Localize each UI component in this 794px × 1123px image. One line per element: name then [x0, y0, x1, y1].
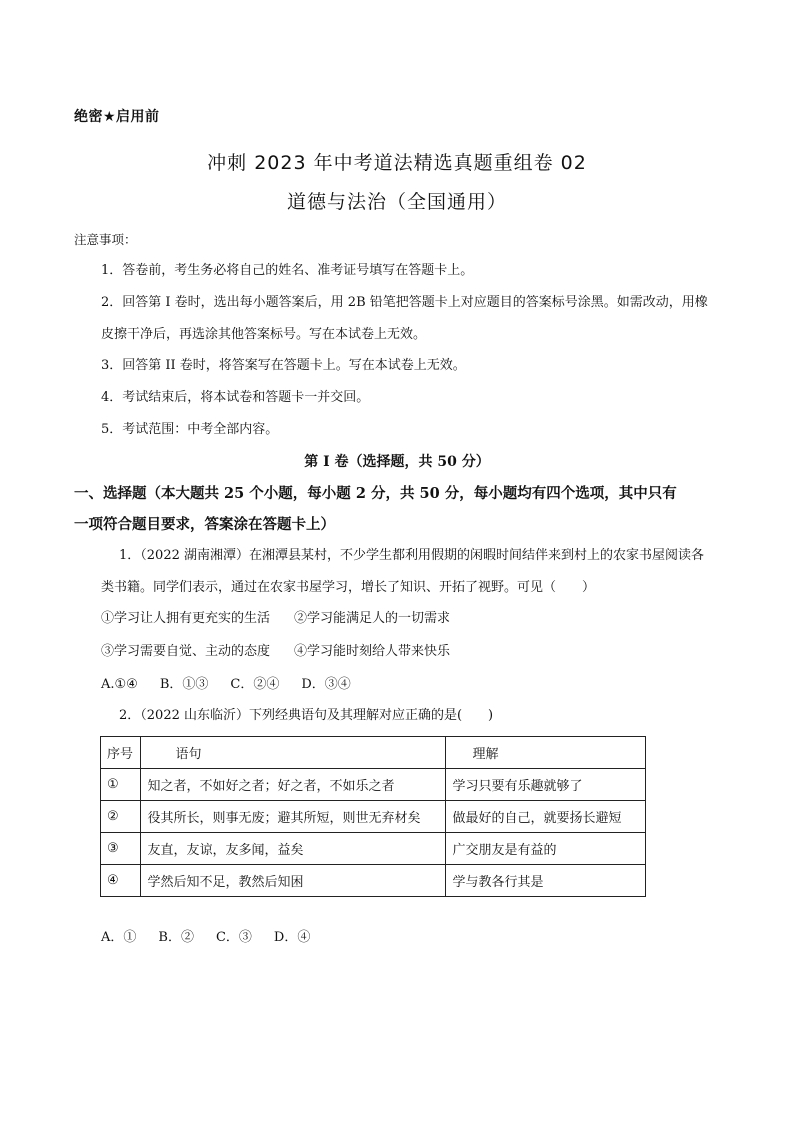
notes-heading: 注意事项：: [74, 232, 137, 247]
note-item-4: 4．考试结束后，将本试卷和答题卡一并交回。: [101, 390, 370, 405]
row-index: ②: [101, 801, 141, 833]
table-header-row: [101, 737, 646, 769]
row-sentence: 知之者，不如好之者；好之者，不如乐之者: [141, 769, 446, 801]
row-understanding: 学与教各行其是: [446, 865, 646, 897]
row-sentence: 友直，友谅，友多闻，益矣: [141, 833, 446, 865]
table-row: [101, 865, 646, 897]
note-item-5: 5．考试范围：中考全部内容。: [101, 422, 279, 437]
q2-table: [100, 736, 646, 897]
row-understanding: 学习只要有乐趣就够了: [446, 769, 646, 801]
q2-stem: 2．（2022 山东临沂）下列经典语句及其理解对应正确的是( ): [119, 708, 494, 723]
note-item-3: 3．回答第 II 卷时，将答案写在答题卡上。写在本试卷上无效。: [101, 358, 466, 373]
row-understanding: 广交朋友是有益的: [446, 833, 646, 865]
header-index: 序号: [101, 737, 141, 769]
exam-subtitle: 道德与法治（全国通用）: [286, 191, 507, 213]
table-row: [101, 833, 646, 865]
row-index: ④: [101, 865, 141, 897]
q1-stem-line-1: 1．（2022 湖南湘潭）在湘潭县某村，不少学生都利用假期的闲暇时间结伴来到村上的农家书屋阅读各: [119, 548, 704, 563]
q2-choice-c: C．③: [215, 930, 252, 945]
q2-choice-b: B．②: [158, 930, 194, 945]
note-item-2: 2．回答第 I 卷时，选出每小题答案后，用 2B 铅笔把答题卡上对应题目的答案标号涂黑。如需改动，用橡: [101, 295, 708, 310]
row-index: ①: [101, 769, 141, 801]
q1-statement-2: ②学习能满足人的一切需求: [294, 611, 451, 626]
q2-choice-a: A．①: [101, 930, 137, 945]
table-row: [101, 801, 646, 833]
q1-choice-c: C．②④: [230, 677, 280, 692]
q1-choice-d: D．③④: [301, 677, 351, 692]
table-row: [101, 769, 646, 801]
q1-choices: [101, 676, 351, 694]
q2-choices: [101, 929, 310, 947]
secret-label: 绝密★启用前: [74, 109, 160, 125]
part-heading-line-1: 一、选择题（本大题共 25 个小题，每小题 2 分，共 50 分，每小题均有四个选项，其中只有: [74, 485, 677, 502]
exam-title: 冲刺 2023 年中考道法精选真题重组卷 02: [207, 152, 587, 174]
note-item-1: 1．答卷前，考生务必将自己的姓名、准考证号填写在答题卡上。: [101, 263, 474, 278]
note-item-2-cont: 皮擦干净后，再选涂其他答案标号。写在本试卷上无效。: [101, 327, 427, 342]
q1-statements-row-1: [101, 610, 450, 628]
q1-statements-row-2: [101, 643, 450, 661]
row-sentence: 学然后知不足，教然后知困: [141, 865, 446, 897]
part-heading-line-2: 一项符合题目要求，答案涂在答题卡上）: [74, 516, 335, 533]
row-understanding: 做最好的自己，就要扬长避短: [446, 801, 646, 833]
header-understanding: 理解: [446, 737, 646, 769]
section-title: 第 I 卷（选择题，共 50 分）: [304, 454, 490, 470]
row-sentence: 役其所长，则事无废；避其所短，则世无弃材矣: [141, 801, 446, 833]
q1-stem-line-2: 类书籍。同学们表示，通过在农家书屋学习，增长了知识、开拓了视野。可见（ ）: [101, 580, 596, 595]
q1-statement-4: ④学习能时刻给人带来快乐: [294, 644, 451, 659]
q1-statement-1: ①学习让人拥有更充实的生活: [101, 611, 271, 626]
q1-choice-a: A.①④: [101, 677, 138, 692]
q1-choice-b: B．①③: [159, 677, 209, 692]
header-sentence: 语句: [141, 737, 446, 769]
row-index: ③: [101, 833, 141, 865]
q2-choice-d: D．④: [273, 930, 311, 945]
q1-statement-3: ③学习需要自觉、主动的态度: [101, 644, 271, 659]
